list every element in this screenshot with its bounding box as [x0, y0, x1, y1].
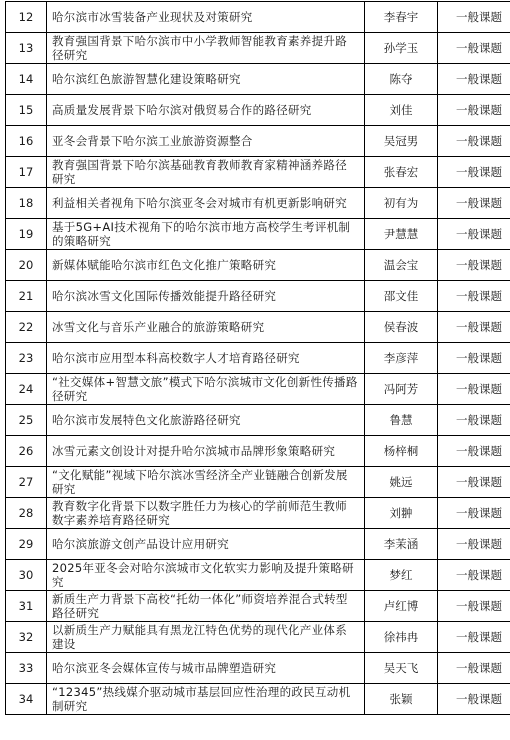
row-number-cell: 15: [6, 95, 47, 126]
row-number-cell: 18: [6, 188, 47, 219]
project-title-cell: 哈尔滨市应用型本科高校数字人才培育路径研究: [47, 343, 365, 374]
table-row: [6, 405, 510, 436]
principal-investigator-cell: 尹慧慧: [365, 219, 438, 250]
table-row: [6, 312, 510, 343]
project-category-cell: 一般课题: [438, 653, 510, 684]
project-table: [5, 1, 510, 715]
project-title-cell: 冰雪文化与音乐产业融合的旅游策略研究: [47, 312, 365, 343]
row-number-cell: 24: [6, 374, 47, 405]
project-title-cell: 哈尔滨市发展特色文化旅游路径研究: [47, 405, 365, 436]
principal-investigator-cell: 温会宝: [365, 250, 438, 281]
project-category-cell: 一般课题: [438, 188, 510, 219]
project-category-cell: 一般课题: [438, 622, 510, 653]
project-category-cell: 一般课题: [438, 281, 510, 312]
row-number-cell: 25: [6, 405, 47, 436]
project-category-cell: 一般课题: [438, 219, 510, 250]
table-row: [6, 374, 510, 405]
principal-investigator-cell: 张颖: [365, 684, 438, 715]
principal-investigator-cell: 姚远: [365, 467, 438, 498]
project-title-cell: 哈尔滨亚冬会媒体宣传与城市品牌塑造研究: [47, 653, 365, 684]
project-category-cell: 一般课题: [438, 64, 510, 95]
table-row: [6, 33, 510, 64]
row-number-cell: 32: [6, 622, 47, 653]
project-title-cell: 哈尔滨市冰雪装备产业现状及对策研究: [47, 2, 365, 33]
project-title-cell: 哈尔滨红色旅游智慧化建设策略研究: [47, 64, 365, 95]
table-row: [6, 95, 510, 126]
table-row: [6, 436, 510, 467]
project-title-cell: 以新质生产力赋能具有黑龙江特色优势的现代化产业体系建设: [47, 622, 365, 653]
project-category-cell: 一般课题: [438, 560, 510, 591]
project-title-cell: 教育强国背景下哈尔滨基础教育教师教育家精神涵养路径研究: [47, 157, 365, 188]
project-title-cell: 利益相关者视角下哈尔滨亚冬会对城市有机更新影响研究: [47, 188, 365, 219]
principal-investigator-cell: 卢红博: [365, 591, 438, 622]
principal-investigator-cell: 李春宇: [365, 2, 438, 33]
row-number-cell: 21: [6, 281, 47, 312]
project-category-cell: 一般课题: [438, 529, 510, 560]
table-row: [6, 126, 510, 157]
principal-investigator-cell: 徐祎冉: [365, 622, 438, 653]
principal-investigator-cell: 初有为: [365, 188, 438, 219]
project-category-cell: 一般课题: [438, 126, 510, 157]
principal-investigator-cell: 李茉涵: [365, 529, 438, 560]
table-row: [6, 281, 510, 312]
row-number-cell: 17: [6, 157, 47, 188]
row-number-cell: 31: [6, 591, 47, 622]
project-category-cell: 一般课题: [438, 2, 510, 33]
project-title-cell: 冰雪元素文创设计对提升哈尔滨城市品牌形象策略研究: [47, 436, 365, 467]
project-category-cell: 一般课题: [438, 157, 510, 188]
project-category-cell: 一般课题: [438, 343, 510, 374]
project-table-sheet: [5, 1, 510, 715]
project-category-cell: 一般课题: [438, 436, 510, 467]
principal-investigator-cell: 杨梓桐: [365, 436, 438, 467]
table-row: [6, 219, 510, 250]
row-number-cell: 30: [6, 560, 47, 591]
table-row: [6, 684, 510, 715]
table-row: [6, 653, 510, 684]
principal-investigator-cell: 陈夺: [365, 64, 438, 95]
principal-investigator-cell: 鲁慧: [365, 405, 438, 436]
principal-investigator-cell: 梦红: [365, 560, 438, 591]
project-title-cell: “社交媒体+智慧文旅”模式下哈尔滨城市文化创新性传播路径研究: [47, 374, 365, 405]
project-title-cell: “12345”热线媒介驱动城市基层回应性治理的政民互动机制研究: [47, 684, 365, 715]
project-title-cell: 哈尔滨旅游文创产品设计应用研究: [47, 529, 365, 560]
project-title-cell: 2025年亚冬会对哈尔滨城市文化软实力影响及提升策略研究: [47, 560, 365, 591]
principal-investigator-cell: 冯阿芳: [365, 374, 438, 405]
principal-investigator-cell: 李彦萍: [365, 343, 438, 374]
table-row: [6, 560, 510, 591]
project-title-cell: 基于5G+AI技术视角下的哈尔滨市地方高校学生考评机制的策略研究: [47, 219, 365, 250]
table-row: [6, 591, 510, 622]
project-title-cell: 新质生产力背景下高校“托幼一体化”师资培养混合式转型路径研究: [47, 591, 365, 622]
project-title-cell: “文化赋能”视域下哈尔滨冰雪经济全产业链融合创新发展研究: [47, 467, 365, 498]
project-category-cell: 一般课题: [438, 95, 510, 126]
table-row: [6, 2, 510, 33]
table-row: [6, 343, 510, 374]
principal-investigator-cell: 邵文佳: [365, 281, 438, 312]
row-number-cell: 33: [6, 653, 47, 684]
row-number-cell: 28: [6, 498, 47, 529]
row-number-cell: 16: [6, 126, 47, 157]
project-title-cell: 教育数字化背景下以数字胜任力为核心的学前师范生教师数字素养培育路径研究: [47, 498, 365, 529]
principal-investigator-cell: 侯春波: [365, 312, 438, 343]
project-category-cell: 一般课题: [438, 405, 510, 436]
project-category-cell: 一般课题: [438, 498, 510, 529]
row-number-cell: 26: [6, 436, 47, 467]
principal-investigator-cell: 刘翀: [365, 498, 438, 529]
table-row: [6, 622, 510, 653]
project-category-cell: 一般课题: [438, 374, 510, 405]
row-number-cell: 34: [6, 684, 47, 715]
table-row: [6, 467, 510, 498]
table-row: [6, 64, 510, 95]
row-number-cell: 20: [6, 250, 47, 281]
project-title-cell: 哈尔滨冰雪文化国际传播效能提升路径研究: [47, 281, 365, 312]
table-row: [6, 188, 510, 219]
project-category-cell: 一般课题: [438, 467, 510, 498]
project-table-body: [6, 2, 510, 715]
table-row: [6, 529, 510, 560]
row-number-cell: 22: [6, 312, 47, 343]
row-number-cell: 19: [6, 219, 47, 250]
project-title-cell: 新媒体赋能哈尔滨市红色文化推广策略研究: [47, 250, 365, 281]
row-number-cell: 13: [6, 33, 47, 64]
principal-investigator-cell: 吴冠男: [365, 126, 438, 157]
principal-investigator-cell: 张春宏: [365, 157, 438, 188]
table-row: [6, 250, 510, 281]
row-number-cell: 14: [6, 64, 47, 95]
principal-investigator-cell: 孙学玉: [365, 33, 438, 64]
project-category-cell: 一般课题: [438, 684, 510, 715]
row-number-cell: 27: [6, 467, 47, 498]
row-number-cell: 12: [6, 2, 47, 33]
project-category-cell: 一般课题: [438, 591, 510, 622]
project-title-cell: 亚冬会背景下哈尔滨工业旅游资源整合: [47, 126, 365, 157]
project-category-cell: 一般课题: [438, 250, 510, 281]
principal-investigator-cell: 吴天飞: [365, 653, 438, 684]
table-row: [6, 498, 510, 529]
table-row: [6, 157, 510, 188]
row-number-cell: 29: [6, 529, 47, 560]
project-category-cell: 一般课题: [438, 33, 510, 64]
project-category-cell: 一般课题: [438, 312, 510, 343]
principal-investigator-cell: 刘佳: [365, 95, 438, 126]
row-number-cell: 23: [6, 343, 47, 374]
project-title-cell: 高质量发展背景下哈尔滨对俄贸易合作的路径研究: [47, 95, 365, 126]
project-title-cell: 教育强国背景下哈尔滨市中小学教师智能教育素养提升路径研究: [47, 33, 365, 64]
